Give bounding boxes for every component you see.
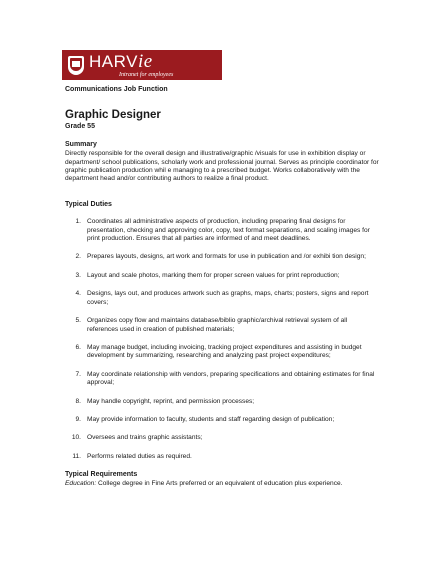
list-item-text: May handle copyright, reprint, and permission processes; <box>87 397 255 405</box>
list-item-number: 4. <box>75 290 81 298</box>
list-item-text: May manage budget, including invoicing, tracking project expenditures and assisting in budget development by summarizing, researching and analyzing past project expenditures; <box>87 343 362 360</box>
list-item-number: 3. <box>75 271 81 279</box>
education-requirement <box>65 480 385 488</box>
brand-suffix: ie <box>137 51 153 72</box>
list-item-text: May coordinate relationship with vendors, preparing specifications and obtaining estimates for final approval; <box>87 370 375 387</box>
list-item <box>65 253 385 261</box>
list-item-number: 8. <box>75 397 81 405</box>
list-item <box>65 398 385 406</box>
list-item <box>65 453 385 461</box>
list-item <box>65 317 385 334</box>
list-item-text: Layout and scale photos, marking them for proper screen values for print reproduction; <box>87 271 340 279</box>
section-label: Communications Job Function <box>65 86 168 93</box>
list-item-number: 7. <box>75 370 81 378</box>
summary-heading: Summary <box>65 140 97 148</box>
summary-text: Directly responsible for the overall design and illustrative/graphic /visuals for use in exhibition display or department/ school publications, scholarly work and professional journal. Serves as principle coordinator for graphic publication production whil e managing to a prescribed budget. Works collaboratively with the department head and/or contributing authors to realize a final product. <box>65 150 379 183</box>
list-item-number: 9. <box>75 415 81 423</box>
harvard-shield-icon <box>68 56 84 75</box>
grade-label: Grade 55 <box>65 123 95 131</box>
list-item-number: 1. <box>75 218 81 226</box>
list-item <box>65 218 385 243</box>
list-item-number: 2. <box>75 253 81 261</box>
requirements-heading: Typical Requirements <box>65 471 138 479</box>
list-item-text: Oversees and trains graphic assistants; <box>87 434 203 442</box>
job-description <box>65 86 385 488</box>
brand-wordmark <box>89 52 173 71</box>
list-item <box>65 371 385 388</box>
education-label: Education: <box>65 479 97 487</box>
list-item-text: Coordinates all administrative aspects of production, including preparing final designs for presentation, checking and approving color, copy, text format separations, and scaling images for print production. Ensures that all parties are informed of and meet deadlines. <box>87 218 370 243</box>
brand-tagline: Intranet for employees <box>119 72 174 78</box>
brand-text <box>89 52 173 78</box>
list-item-number: 10. <box>71 434 81 442</box>
page-title: Graphic Designer <box>65 109 161 122</box>
list-item-number: 5. <box>75 317 81 325</box>
duties-heading: Typical Duties <box>65 200 112 208</box>
list-item-text: May provide information to faculty, students and staff regarding design of publication; <box>87 415 335 423</box>
list-item <box>65 290 385 307</box>
list-item-text: Prepares layouts, designs, art work and formats for use in publication and /or exhibi tion design; <box>87 253 366 261</box>
list-item-text: Designs, lays out, and produces artwork such as graphs, maps, charts; posters, signs and report covers; <box>87 290 369 306</box>
brand-main: HARV <box>89 52 138 71</box>
duties-list <box>65 218 385 461</box>
list-item <box>65 344 385 361</box>
education-text: College degree in Fine Arts preferred or an equivalent of education plus experience. <box>96 479 343 487</box>
list-item-text: Organizes copy flow and maintains database/biblio graphic/archival retrieval system of all references used in creation of published materials; <box>87 317 348 333</box>
list-item <box>65 434 385 442</box>
list-item <box>65 416 385 424</box>
list-item-text: Performs related duties as required. <box>87 452 192 460</box>
list-item <box>65 272 385 280</box>
list-item-number: 11. <box>72 452 81 460</box>
harvie-logo-banner <box>62 50 222 80</box>
list-item-number: 6. <box>75 343 81 351</box>
